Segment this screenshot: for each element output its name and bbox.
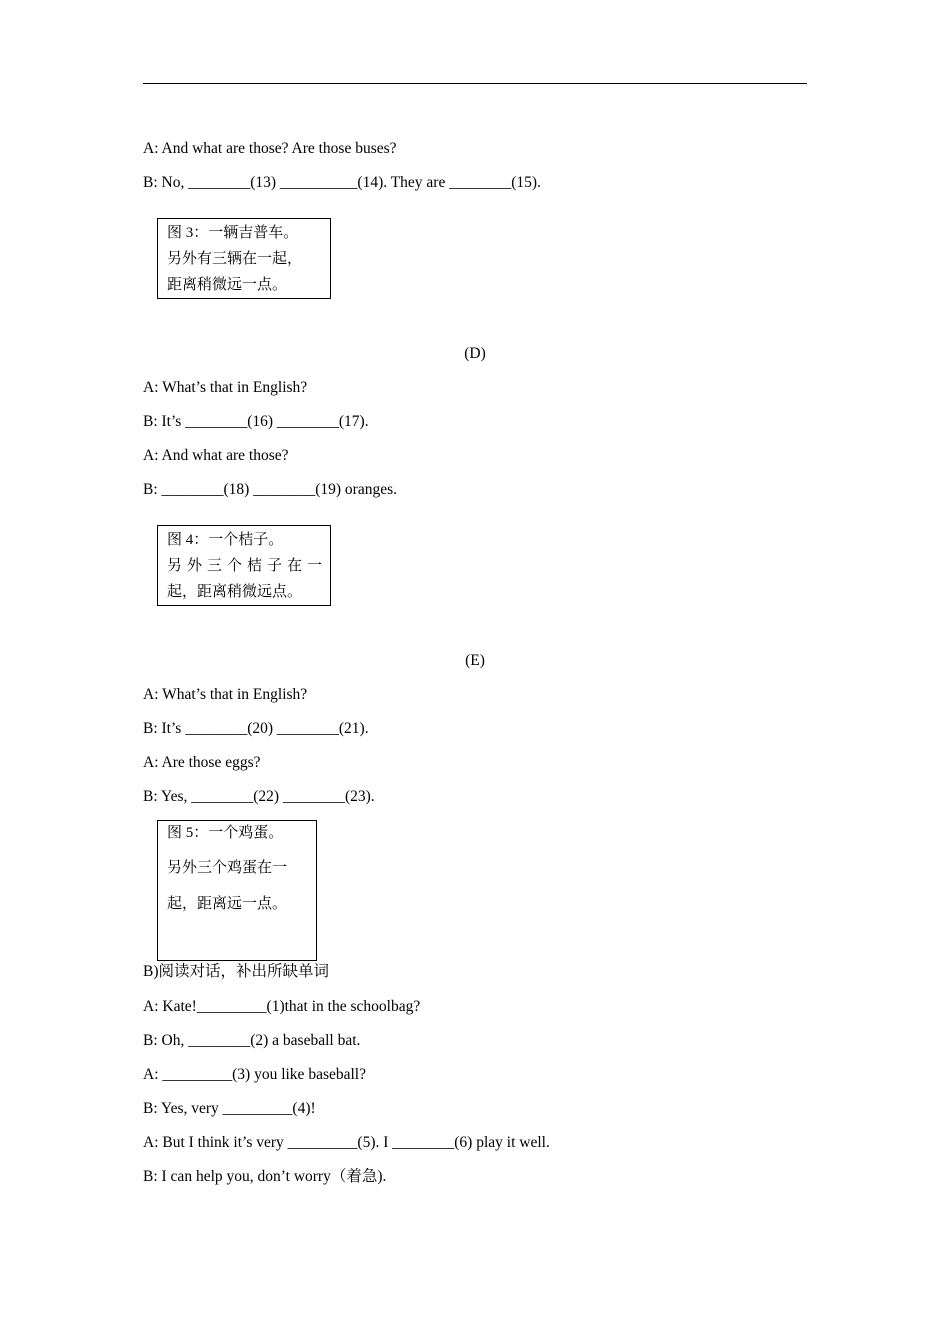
figure-5-box bbox=[157, 820, 317, 961]
dialogue-line-b1: A: Kate!_________(1)that in the schoolbag? bbox=[143, 998, 421, 1015]
section-d-heading: (D) bbox=[464, 345, 486, 362]
header-rule bbox=[143, 83, 807, 84]
figure-4-caption: 图 4：一个桔子。 bbox=[167, 532, 284, 548]
part-b-title: B)阅读对话，补出所缺单词 bbox=[143, 963, 330, 980]
figure-4-line3: 起，距离稍微远点。 bbox=[167, 584, 303, 600]
dialogue-line-b4: B: Yes, very _________(4)! bbox=[143, 1100, 316, 1117]
dialogue-line-b6: B: I can help you, don’t worry（着急). bbox=[143, 1168, 387, 1185]
figure-5-line2: 另外三个鸡蛋在一 bbox=[167, 860, 288, 876]
figure-3-box bbox=[157, 218, 331, 299]
dialogue-line-d4: B: ________(18) ________(19) oranges. bbox=[143, 481, 397, 498]
dialogue-line-d1: A: What’s that in English? bbox=[143, 379, 308, 396]
dialogue-line-e2: B: It’s ________(20) ________(21). bbox=[143, 720, 369, 737]
figure-3-line3: 距离稍微远一点。 bbox=[167, 277, 288, 293]
dialogue-line-b2: B: Oh, ________(2) a baseball bat. bbox=[143, 1032, 361, 1049]
section-e-heading: (E) bbox=[465, 652, 485, 669]
figure-5-line3: 起，距离远一点。 bbox=[167, 896, 288, 912]
figure-5-caption: 图 5：一个鸡蛋。 bbox=[167, 825, 284, 841]
dialogue-line-d2: B: It’s ________(16) ________(17). bbox=[143, 413, 369, 430]
dialogue-line-e3: A: Are those eggs? bbox=[143, 754, 261, 771]
dialogue-line-e1: A: What’s that in English? bbox=[143, 686, 308, 703]
dialogue-line-b3: A: _________(3) you like baseball? bbox=[143, 1066, 366, 1083]
figure-4-line2: 另外三个桔子在一 bbox=[167, 558, 322, 574]
figure-3-line2: 另外有三辆在一起， bbox=[167, 251, 303, 267]
figure-3-caption: 图 3：一辆吉普车。 bbox=[167, 225, 299, 241]
dialogue-line-d3: A: And what are those? bbox=[143, 447, 289, 464]
dialogue-line-c1: A: And what are those? Are those buses? bbox=[143, 140, 397, 157]
dialogue-line-b5: A: But I think it’s very _________(5). I ________(6) play it well. bbox=[143, 1134, 550, 1151]
dialogue-line-e4: B: Yes, ________(22) ________(23). bbox=[143, 788, 375, 805]
dialogue-line-c2: B: No, ________(13) __________(14). They are ________(15). bbox=[143, 174, 541, 191]
figure-4-box bbox=[157, 525, 331, 606]
